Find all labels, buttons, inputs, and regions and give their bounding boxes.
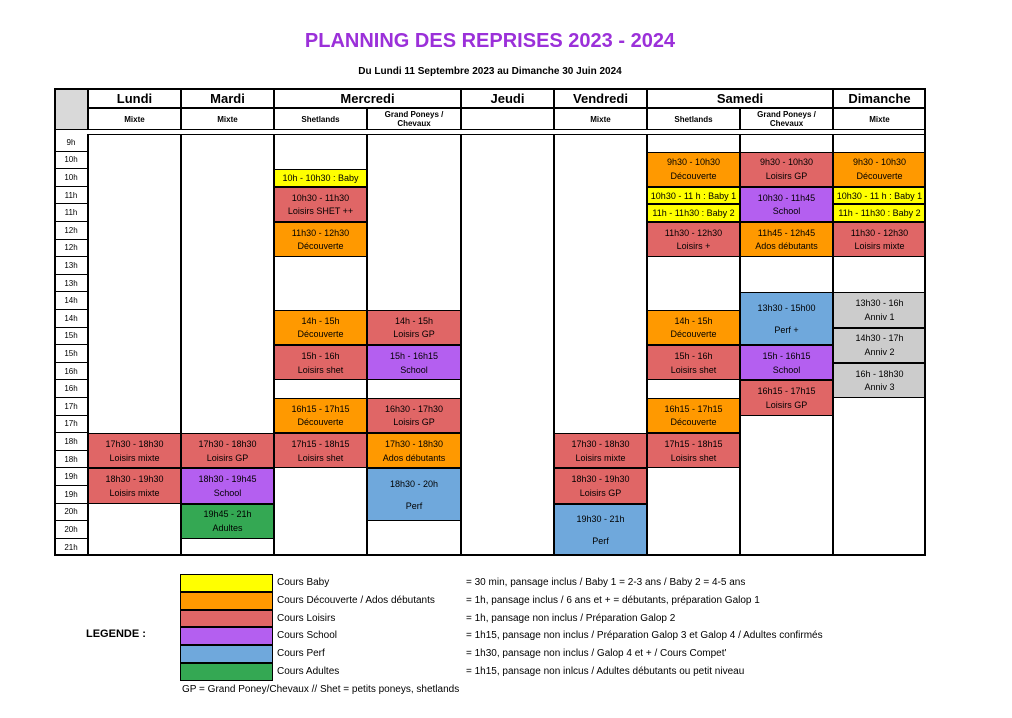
course-time: 19h30 - 21h bbox=[576, 513, 625, 524]
course-time: 17h30 - 18h30 bbox=[198, 438, 257, 449]
course-time: 11h30 - 12h30 bbox=[291, 227, 350, 238]
course-label: School bbox=[772, 364, 801, 375]
course-time: 15h - 16h15 bbox=[762, 350, 811, 361]
hour-label: 10h bbox=[54, 169, 88, 187]
sub-header: Mixte bbox=[833, 108, 926, 130]
course-block-content bbox=[648, 208, 739, 218]
course-block-content bbox=[368, 479, 460, 511]
hour-label: 11h bbox=[54, 187, 88, 205]
course-time: 10h30 - 11 h : Baby 1 bbox=[836, 190, 923, 201]
course-block[interactable] bbox=[181, 468, 274, 503]
course-block-content bbox=[275, 439, 366, 463]
course-label: Loisirs mixte bbox=[109, 452, 160, 463]
day-header: Lundi bbox=[88, 88, 181, 108]
course-label: School bbox=[400, 364, 428, 375]
course-block[interactable] bbox=[554, 433, 647, 468]
legend-swatch bbox=[180, 574, 273, 592]
course-time: 18h30 - 20h bbox=[389, 478, 439, 489]
course-block-content bbox=[555, 514, 646, 546]
course-block[interactable] bbox=[88, 433, 181, 468]
hour-label: 11h bbox=[54, 204, 88, 222]
hour-label: 15h bbox=[54, 328, 88, 346]
sub-header: Mixte bbox=[554, 108, 647, 130]
legend-item-desc: = 1h15, pansage non inlcus / Adultes débutants ou petit niveau bbox=[466, 666, 745, 677]
course-time: 14h - 15h bbox=[674, 315, 713, 326]
course-block-content bbox=[648, 351, 739, 375]
course-label: Découverte bbox=[670, 329, 717, 340]
header-corner bbox=[54, 88, 88, 130]
day-header: Mardi bbox=[181, 88, 274, 108]
course-label: Découverte bbox=[297, 329, 344, 340]
legend-item-desc: = 1h30, pansage non inclus / Galop 4 et + / Cours Compet' bbox=[466, 648, 727, 660]
course-block[interactable] bbox=[740, 292, 833, 345]
legend-title: LEGENDE : bbox=[86, 628, 146, 640]
course-label: Loisirs GP bbox=[393, 417, 435, 428]
course-block-content bbox=[275, 351, 366, 375]
course-label: Loisirs shet bbox=[670, 364, 717, 375]
course-block-content bbox=[648, 404, 739, 428]
course-block[interactable] bbox=[647, 204, 740, 222]
course-block[interactable] bbox=[88, 468, 181, 503]
course-label: Anniv 3 bbox=[864, 382, 895, 393]
course-time: 14h - 15h bbox=[394, 315, 434, 326]
course-block[interactable] bbox=[833, 222, 926, 257]
hour-label: 15h bbox=[54, 345, 88, 363]
course-time: 15h - 16h bbox=[301, 350, 340, 361]
course-block-content bbox=[741, 228, 832, 252]
course-block-content bbox=[834, 228, 925, 252]
day-header: Vendredi bbox=[554, 88, 647, 108]
page-subtitle: Du Lundi 11 Septembre 2023 au Dimanche 30 Juin 2024 bbox=[358, 66, 622, 77]
hour-label: 20h bbox=[54, 504, 88, 522]
sub-header bbox=[461, 108, 554, 130]
course-block-content bbox=[834, 191, 925, 201]
course-block-content bbox=[275, 193, 366, 217]
sub-header: Mixte bbox=[181, 108, 274, 130]
course-block-content bbox=[741, 157, 832, 181]
course-block-content bbox=[182, 509, 273, 533]
hour-label: 18h bbox=[54, 451, 88, 469]
hour-label: 18h bbox=[54, 433, 88, 451]
course-block-content bbox=[834, 157, 925, 181]
course-block-content bbox=[275, 228, 366, 252]
course-block[interactable] bbox=[740, 187, 833, 222]
legend-item-desc: = 30 min, pansage inclus / Baby 1 = 2-3 ans / Baby 2 = 4-5 ans bbox=[466, 577, 746, 588]
course-label: Adultes bbox=[212, 522, 243, 533]
course-time: 16h15 - 17h15 bbox=[664, 403, 723, 414]
course-block[interactable] bbox=[833, 152, 926, 187]
course-block[interactable] bbox=[833, 204, 926, 222]
hour-label: 16h bbox=[54, 380, 88, 398]
course-block[interactable] bbox=[647, 310, 740, 345]
course-time: 9h30 - 10h30 bbox=[759, 157, 814, 168]
course-block[interactable] bbox=[274, 310, 367, 345]
page-title: PLANNING DES REPRISES 2023 - 2024 bbox=[304, 30, 676, 52]
course-time: 18h30 - 19h30 bbox=[105, 474, 164, 485]
course-block[interactable] bbox=[740, 380, 833, 415]
sub-header: Mixte bbox=[88, 108, 181, 130]
course-block[interactable] bbox=[367, 433, 461, 468]
course-block-content bbox=[834, 369, 925, 393]
hour-label: 19h bbox=[54, 468, 88, 486]
hour-label: 21h bbox=[54, 539, 88, 557]
course-time: 16h30 - 17h30 bbox=[384, 403, 444, 414]
hour-label: 12h bbox=[54, 240, 88, 258]
course-label: Loisirs mixte bbox=[854, 241, 905, 252]
legend-item-name: Cours Découverte / Ados débutants bbox=[277, 594, 435, 606]
course-block[interactable] bbox=[647, 433, 740, 468]
course-label: Loisirs mixte bbox=[109, 487, 160, 498]
course-label: Anniv 1 bbox=[864, 311, 895, 322]
course-time: 11h30 - 12h30 bbox=[664, 227, 723, 238]
course-block-content bbox=[834, 298, 925, 322]
course-block[interactable] bbox=[740, 152, 833, 187]
course-block[interactable] bbox=[367, 310, 461, 345]
course-label: Découverte bbox=[670, 170, 717, 181]
course-block-content bbox=[555, 439, 646, 463]
sub-header: Shetlands bbox=[647, 108, 740, 130]
course-time: 18h30 - 19h45 bbox=[198, 474, 257, 485]
day-header: Mercredi bbox=[274, 88, 461, 108]
course-block-content bbox=[275, 316, 366, 340]
sub-header: Shetlands bbox=[274, 108, 367, 130]
course-block-content bbox=[555, 474, 646, 498]
legend-swatch bbox=[180, 627, 273, 645]
course-label: School bbox=[772, 206, 801, 217]
course-block[interactable] bbox=[647, 398, 740, 433]
course-block-content bbox=[368, 316, 460, 340]
course-block[interactable] bbox=[647, 222, 740, 257]
course-time: 9h30 - 10h30 bbox=[852, 157, 907, 168]
legend-item-desc: = 1h, pansage non inclus / Préparation Galop 2 bbox=[466, 612, 676, 624]
legend-item-name: Cours Perf bbox=[277, 648, 325, 660]
course-label: Loisirs SHET ++ bbox=[287, 206, 354, 217]
legend-swatch bbox=[180, 610, 273, 628]
course-time: 15h - 16h bbox=[674, 350, 713, 361]
course-time: 11h - 11h30 : Baby 2 bbox=[652, 208, 735, 219]
course-time: 17h15 - 18h15 bbox=[291, 438, 350, 449]
course-block[interactable] bbox=[647, 345, 740, 380]
course-block[interactable] bbox=[647, 152, 740, 187]
course-block-content bbox=[182, 474, 273, 498]
course-block[interactable] bbox=[740, 222, 833, 257]
course-label: Loisirs GP bbox=[206, 452, 249, 463]
course-time: 14h - 15h bbox=[301, 315, 340, 326]
course-label: Loisirs GP bbox=[579, 487, 622, 498]
course-time: 10h30 - 11h30 bbox=[291, 192, 350, 203]
course-block-content bbox=[89, 474, 180, 498]
course-block[interactable] bbox=[274, 169, 367, 187]
course-block-content bbox=[834, 333, 925, 357]
course-block-content bbox=[648, 439, 739, 463]
course-time: 11h45 - 12h45 bbox=[757, 227, 816, 238]
legend-swatch bbox=[180, 663, 273, 681]
course-block-content bbox=[741, 303, 832, 335]
course-label: Loisirs shet bbox=[297, 364, 344, 375]
sub-header: Grand Poneys / Chevaux bbox=[367, 108, 461, 130]
course-block[interactable] bbox=[554, 468, 647, 503]
course-label: Loisirs GP bbox=[393, 329, 435, 340]
course-label: School bbox=[213, 487, 242, 498]
course-block-content bbox=[648, 316, 739, 340]
legend-item-desc: = 1h, pansage inclus / 6 ans et + = débutants, préparation Galop 1 bbox=[466, 594, 760, 606]
course-label: Perf bbox=[592, 536, 609, 547]
legend-item-desc: = 1h15, pansage non inclus / Préparation Galop 3 et Galop 4 / Adultes confirmés bbox=[466, 630, 823, 642]
course-block[interactable] bbox=[181, 433, 274, 468]
course-label: Loisirs mixte bbox=[575, 452, 626, 463]
course-time: 17h30 - 18h30 bbox=[105, 438, 164, 449]
course-block[interactable] bbox=[833, 292, 926, 327]
course-block[interactable] bbox=[647, 187, 740, 205]
course-time: 17h30 - 18h30 bbox=[384, 438, 444, 449]
hour-label: 17h bbox=[54, 416, 88, 434]
hour-label: 20h bbox=[54, 521, 88, 539]
course-block-content bbox=[89, 439, 180, 463]
course-time: 11h - 11h30 : Baby 2 bbox=[838, 208, 921, 219]
course-label: Découverte bbox=[297, 241, 344, 252]
course-label: Loisirs shet bbox=[297, 452, 344, 463]
course-block-content bbox=[182, 439, 273, 463]
course-label: Anniv 2 bbox=[864, 346, 895, 357]
course-time: 16h15 - 17h15 bbox=[291, 403, 350, 414]
course-time: 13h30 - 15h00 bbox=[757, 302, 816, 313]
course-block[interactable] bbox=[274, 433, 367, 468]
course-time: 11h30 - 12h30 bbox=[850, 227, 909, 238]
course-block[interactable] bbox=[833, 363, 926, 398]
course-block-content bbox=[741, 351, 832, 375]
course-block-content bbox=[368, 439, 460, 463]
course-block[interactable] bbox=[181, 504, 274, 539]
course-time: 9h30 - 10h30 bbox=[666, 157, 721, 168]
legend-swatch bbox=[180, 592, 273, 610]
course-block[interactable] bbox=[554, 504, 647, 557]
course-block-content bbox=[648, 157, 739, 181]
legend-footnote: GP = Grand Poney/Chevaux // Shet = petits poneys, shetlands bbox=[182, 684, 460, 695]
course-time: 10h30 - 11h45 bbox=[757, 192, 816, 203]
hour-label: 13h bbox=[54, 257, 88, 275]
course-block[interactable] bbox=[833, 328, 926, 363]
course-label: Découverte bbox=[670, 417, 717, 428]
hour-label: 14h bbox=[54, 310, 88, 328]
course-block[interactable] bbox=[274, 187, 367, 222]
course-time: 17h15 - 18h15 bbox=[664, 438, 723, 449]
course-block-content bbox=[368, 351, 460, 375]
legend-item-name: Cours Baby bbox=[277, 577, 330, 588]
sub-header: Grand Poneys / Chevaux bbox=[740, 108, 833, 130]
course-time: 16h15 - 17h15 bbox=[757, 386, 816, 397]
course-time: 10h - 10h30 : Baby bbox=[282, 172, 359, 183]
day-header: Jeudi bbox=[461, 88, 554, 108]
course-time: 10h30 - 11 h : Baby 1 bbox=[650, 190, 737, 201]
course-label: Loisirs shet bbox=[670, 452, 717, 463]
course-label: Loisirs GP bbox=[765, 399, 808, 410]
course-label: Ados débutants bbox=[755, 241, 818, 252]
course-label: Découverte bbox=[297, 417, 344, 428]
legend-item-name: Cours School bbox=[277, 630, 338, 642]
day-header: Samedi bbox=[647, 88, 833, 108]
course-time: 14h30 - 17h bbox=[855, 333, 904, 344]
hour-label: 13h bbox=[54, 275, 88, 293]
course-block[interactable] bbox=[367, 468, 461, 521]
course-block-content bbox=[834, 208, 925, 218]
course-block[interactable] bbox=[740, 345, 833, 380]
course-block[interactable] bbox=[274, 345, 367, 380]
course-time: 16h - 18h30 bbox=[855, 368, 904, 379]
course-time: 15h - 16h15 bbox=[389, 350, 439, 361]
hour-label: 9h bbox=[54, 134, 88, 152]
course-block-content bbox=[648, 191, 739, 201]
hour-label: 14h bbox=[54, 292, 88, 310]
hour-label: 17h bbox=[54, 398, 88, 416]
course-time: 19h45 - 21h bbox=[203, 509, 252, 520]
legend-item-name: Cours Adultes bbox=[277, 666, 340, 677]
column-outline bbox=[461, 134, 554, 556]
course-block[interactable] bbox=[274, 222, 367, 257]
course-block[interactable] bbox=[367, 345, 461, 380]
hour-label: 19h bbox=[54, 486, 88, 504]
day-header: Dimanche bbox=[833, 88, 926, 108]
legend-item-name: Cours Loisirs bbox=[277, 612, 336, 624]
course-label: Perf + bbox=[774, 324, 799, 335]
course-block-content bbox=[275, 173, 366, 183]
course-label: Loisirs + bbox=[676, 241, 711, 252]
course-block[interactable] bbox=[833, 187, 926, 205]
course-block-content bbox=[648, 228, 739, 252]
course-time: 18h30 - 19h30 bbox=[571, 474, 630, 485]
legend-swatch bbox=[180, 645, 273, 663]
course-label: Perf bbox=[405, 500, 423, 511]
course-label: Découverte bbox=[856, 170, 903, 181]
course-block-content bbox=[368, 404, 460, 428]
course-block-content bbox=[741, 386, 832, 410]
course-label: Ados débutants bbox=[382, 452, 446, 463]
course-block[interactable] bbox=[367, 398, 461, 433]
course-block-content bbox=[275, 404, 366, 428]
course-block-content bbox=[741, 193, 832, 217]
hour-label: 10h bbox=[54, 152, 88, 170]
hour-label: 12h bbox=[54, 222, 88, 240]
hour-label: 16h bbox=[54, 363, 88, 381]
course-time: 17h30 - 18h30 bbox=[571, 438, 630, 449]
course-time: 13h30 - 16h bbox=[855, 298, 904, 309]
course-block[interactable] bbox=[274, 398, 367, 433]
course-label: Loisirs GP bbox=[765, 170, 808, 181]
